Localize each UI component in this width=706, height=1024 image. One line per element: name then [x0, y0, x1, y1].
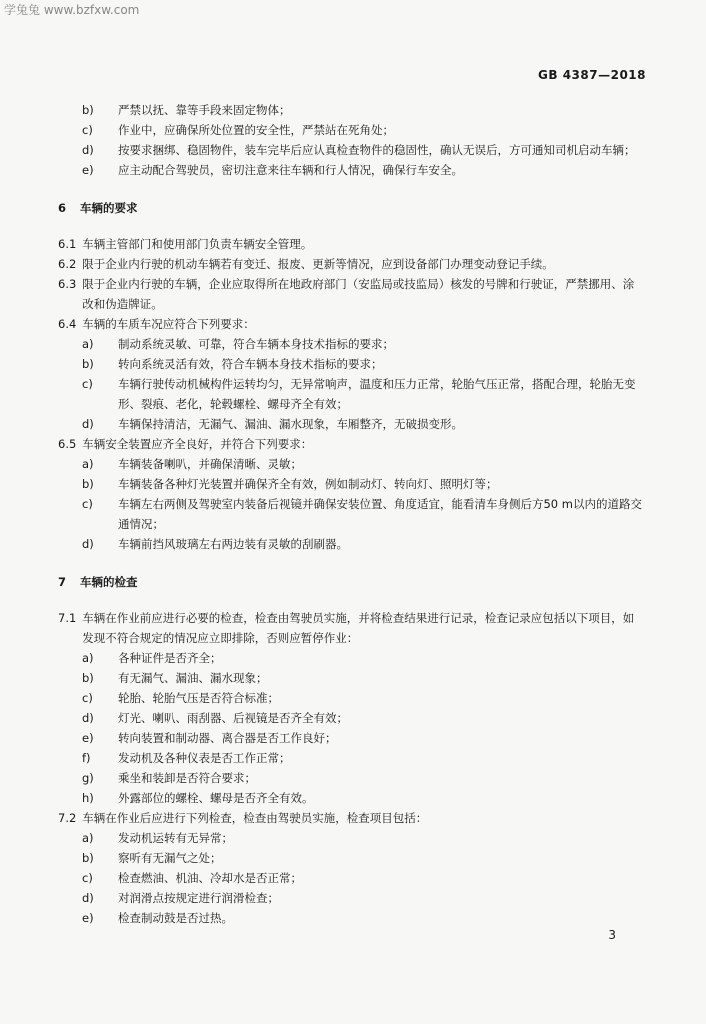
clause-number: 6.4 — [58, 317, 77, 331]
list-item — [58, 474, 644, 494]
list-item-marker: a) — [82, 831, 94, 845]
list-item — [58, 688, 644, 708]
list-item — [58, 494, 644, 534]
watermark: 学兔兔 www.bzfxw.com — [4, 3, 140, 17]
clause-number: 7.1 — [58, 611, 77, 625]
list-item-text: 对润滑点按规定进行润滑检查； — [118, 891, 279, 905]
list-item-text: 车辆保持清洁，无漏气、漏油、漏水现象，车厢整齐，无破损变形。 — [118, 417, 463, 431]
list-7-1 — [58, 648, 644, 808]
list-item-marker: b) — [82, 671, 94, 685]
list-item-marker: d) — [82, 891, 94, 905]
list-item-text: 发动机及各种仪表是否工作正常； — [118, 751, 291, 765]
list-item — [58, 354, 644, 374]
clause-text: 限于企业内行驶的机动车辆若有变迁、报废、更新等情况，应到设备部门办理变动登记手续。 — [82, 257, 554, 271]
list-item — [58, 728, 644, 748]
list-item-marker: d) — [82, 143, 94, 157]
list-item-text: 乘坐和装卸是否符合要求； — [118, 771, 256, 785]
clause-7-2 — [58, 808, 644, 828]
list-item — [58, 668, 644, 688]
clause-text: 车辆安全装置应齐全良好，并符合下列要求： — [82, 437, 313, 451]
list-item-marker: e) — [82, 911, 94, 925]
list-item-marker: b) — [82, 357, 94, 371]
list-item — [58, 708, 644, 728]
list-item-marker: b) — [82, 851, 94, 865]
list-item-text: 灯光、喇叭、雨刮器、后视镜是否齐全有效； — [118, 711, 348, 725]
list-item-text: 严禁以抚、靠等手段来固定物体； — [118, 103, 291, 117]
page-number: 3 — [608, 928, 616, 942]
list-item-marker: e) — [82, 731, 94, 745]
list-item — [58, 788, 644, 808]
clause-text: 车辆主管部门和使用部门负责车辆安全管理。 — [82, 237, 313, 251]
list-item — [58, 120, 644, 140]
list-item — [58, 374, 644, 414]
list-item-marker: d) — [82, 537, 94, 551]
clause-text: 限于企业内行驶的车辆，企业应取得所在地政府部门（安监局或技监局）核发的号牌和行驶证，严禁挪用、涂改和伪造牌证。 — [82, 277, 635, 311]
list-item-marker: h) — [82, 791, 94, 805]
list-item — [58, 888, 644, 908]
clause-7-1 — [58, 608, 644, 648]
section-title: 车辆的检查 — [80, 575, 138, 589]
list-item-text: 车辆行驶传动机械构件运转均匀，无异常响声，温度和压力正常，轮胎气压正常，搭配合理，轮胎无变形、裂痕、老化，轮毂螺栓、螺母齐全有效； — [118, 377, 636, 411]
list-item-text: 转向系统灵活有效，符合车辆本身技术指标的要求； — [118, 357, 383, 371]
list-item-text: 作业中，应确保所处位置的安全性，严禁站在死角处； — [118, 123, 394, 137]
standard-code: GB 4387—2018 — [538, 68, 646, 82]
clause-text: 车辆在作业后应进行下列检查，检查由驾驶员实施，检查项目包括： — [82, 811, 428, 825]
list-item-text: 制动系统灵敏、可靠，符合车辆本身技术指标的要求； — [118, 337, 394, 351]
clause-6-1 — [58, 234, 644, 254]
list-item-text: 发动机运转有无异常； — [118, 831, 233, 845]
list-7-2 — [58, 828, 644, 928]
list-item-text: 检查制动鼓是否过热。 — [118, 911, 233, 925]
section-title: 车辆的要求 — [80, 201, 138, 215]
clause-6-2 — [58, 254, 644, 274]
list-item-text: 察听有无漏气之处； — [118, 851, 222, 865]
list-item-marker: g) — [82, 771, 94, 785]
list-item — [58, 140, 644, 160]
list-item-text: 各种证件是否齐全； — [118, 651, 222, 665]
list-item-marker: c) — [82, 377, 93, 391]
list-item-text: 车辆前挡风玻璃左右两边装有灵敏的刮刷器。 — [118, 537, 348, 551]
clause-6-5 — [58, 434, 644, 454]
clause-number: 6.5 — [58, 437, 77, 451]
list-item-marker: e) — [82, 163, 94, 177]
list-item-marker: c) — [82, 691, 93, 705]
list-top-items — [58, 100, 644, 180]
section-7-heading — [58, 572, 644, 592]
clause-number: 6.2 — [58, 257, 77, 271]
list-item-marker: a) — [82, 457, 94, 471]
list-item — [58, 868, 644, 888]
list-item — [58, 414, 644, 434]
list-item — [58, 748, 644, 768]
list-item-text: 按要求捆绑、稳固物件，装车完毕后应认真检查物件的稳固性，确认无误后，方可通知司机启动车辆； — [118, 143, 636, 157]
clause-number: 6.3 — [58, 277, 77, 291]
list-item-text: 车辆左右两侧及驾驶室内装备后视镜并确保安装位置、角度适宜，能看清车身侧后方50 m以内的道路交通情况； — [118, 497, 642, 531]
list-item-text: 应主动配合驾驶员，密切注意来往车辆和行人情况，确保行车安全。 — [118, 163, 463, 177]
list-item — [58, 828, 644, 848]
list-item — [58, 160, 644, 180]
list-item-text: 车辆装备喇叭，并确保清晰、灵敏； — [118, 457, 302, 471]
list-item-marker: d) — [82, 417, 94, 431]
list-item — [58, 848, 644, 868]
list-item-text: 转向装置和制动器、离合器是否工作良好； — [118, 731, 337, 745]
list-item-text: 车辆装备各种灯光装置并确保齐全有效，例如制动灯、转向灯、照明灯等； — [118, 477, 498, 491]
clause-6-4 — [58, 314, 644, 334]
list-item-marker: f) — [82, 751, 91, 765]
list-item-text: 轮胎、轮胎气压是否符合标准； — [118, 691, 279, 705]
list-6-4 — [58, 334, 644, 434]
list-item-text: 有无漏气、漏油、漏水现象； — [118, 671, 268, 685]
list-6-5 — [58, 454, 644, 554]
list-item — [58, 534, 644, 554]
document-body — [58, 100, 644, 928]
list-item-marker: b) — [82, 477, 94, 491]
list-item-marker: c) — [82, 123, 93, 137]
list-item-text: 外露部位的螺栓、螺母是否齐全有效。 — [118, 791, 314, 805]
list-item-text: 检查燃油、机油、冷却水是否正常； — [118, 871, 302, 885]
clause-number: 6.1 — [58, 237, 77, 251]
list-item-marker: a) — [82, 337, 94, 351]
list-item — [58, 908, 644, 928]
list-item-marker: d) — [82, 711, 94, 725]
clause-text: 车辆的车质车况应符合下列要求： — [82, 317, 255, 331]
list-item-marker: c) — [82, 871, 93, 885]
clause-6-3 — [58, 274, 644, 314]
list-item-marker: a) — [82, 651, 94, 665]
list-item — [58, 648, 644, 668]
list-item — [58, 454, 644, 474]
list-item-marker: b) — [82, 103, 94, 117]
list-item — [58, 768, 644, 788]
list-item-marker: c) — [82, 497, 93, 511]
list-item — [58, 100, 644, 120]
clause-text: 车辆在作业前应进行必要的检查，检查由驾驶员实施，并将检查结果进行记录，检查记录应包括以下项目，如发现不符合规定的情况应立即排除，否则应暂停作业： — [82, 611, 635, 645]
section-number: 7 — [58, 575, 67, 589]
clause-number: 7.2 — [58, 811, 77, 825]
section-6-heading — [58, 198, 644, 218]
list-item — [58, 334, 644, 354]
section-number: 6 — [58, 201, 67, 215]
